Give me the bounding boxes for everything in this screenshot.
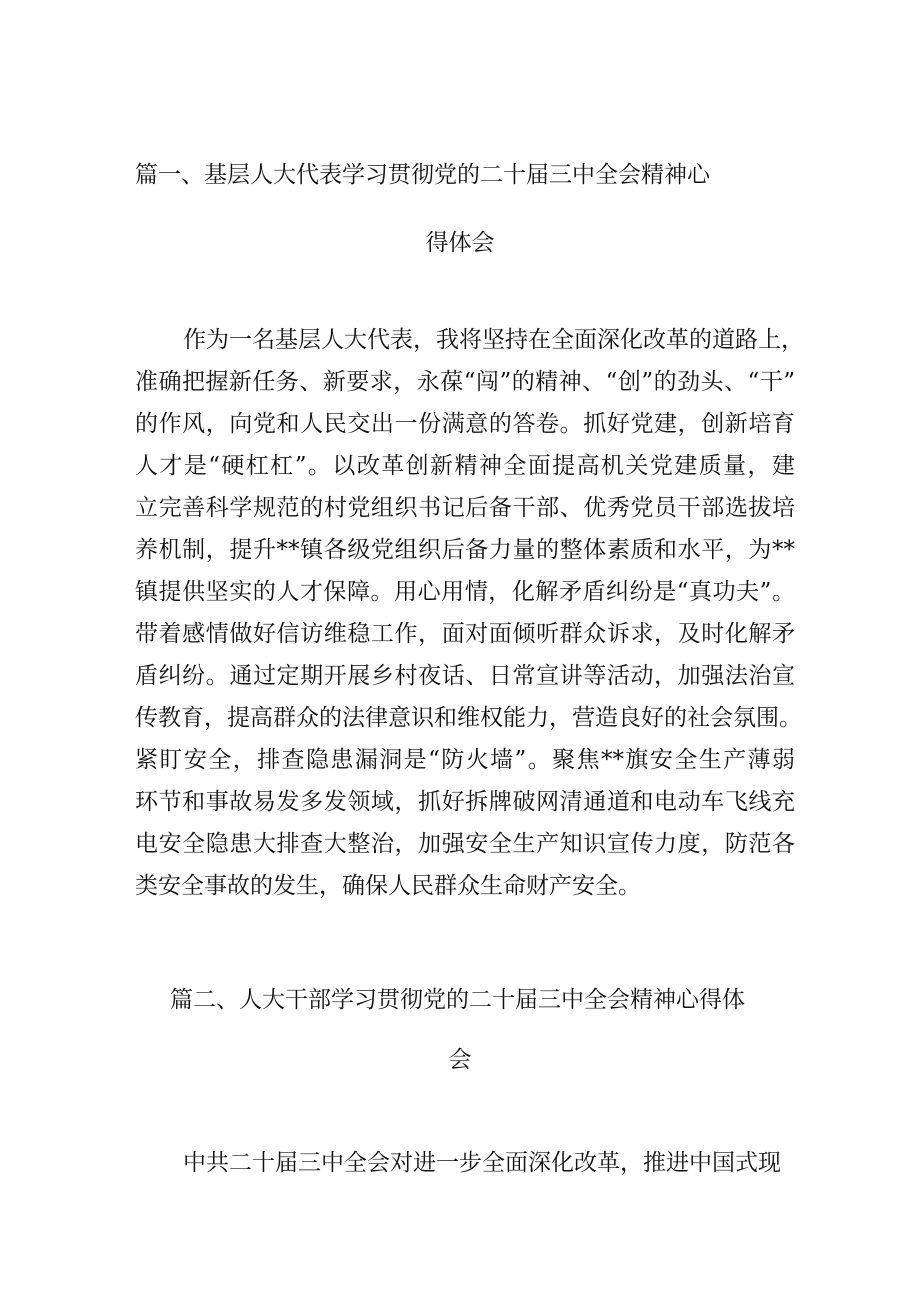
paragraph-line: 的作风，向党和人民交出一份满意的答卷。抓好党建，创新培育	[135, 411, 795, 437]
section1-title-line1: 篇一、基层人大代表学习贯彻党的二十届三中全会精神心	[135, 162, 710, 188]
paragraph-line: 中共二十届三中全会对进一步全面深化改革，推进中国式现	[183, 1150, 781, 1176]
paragraph-line: 镇提供坚实的人才保障。用心用情，化解矛盾纠纷是“真功夫”。	[135, 579, 795, 605]
paragraph-line: 人才是“硬杠杠”。以改革创新精神全面提高机关党建质量，建	[135, 453, 795, 479]
paragraph-line: 立完善科学规范的村党组织书记后备干部、优秀党员干部选拔培	[135, 495, 795, 521]
paragraph-line: 盾纠纷。通过定期开展乡村夜话、日常宣讲等活动，加强法治宣	[135, 663, 795, 689]
paragraph-line: 紧盯安全，排查隐患漏洞是“防火墙”。聚焦**旗安全生产薄弱	[135, 747, 795, 773]
paragraph-line: 养机制，提升**镇各级党组织后备力量的整体素质和水平，为**	[135, 537, 795, 563]
paragraph-line: 环节和事故易发多发领域，抓好拆牌破网清通道和电动车飞线充	[135, 789, 795, 815]
section2-title-line1: 篇二、人大干部学习贯彻党的二十届三中全会精神心得体	[170, 987, 745, 1013]
paragraph-line: 准确把握新任务、新要求，永葆“闯”的精神、“创”的劲头、“干”	[135, 369, 795, 395]
section1-title-line2: 得体会	[425, 230, 495, 256]
paragraph-line: 类安全事故的发生，确保人民群众生命财产安全。	[135, 873, 641, 899]
paragraph-line: 电安全隐患大排查大整治，加强安全生产知识宣传力度，防范各	[135, 831, 795, 857]
paragraph-line: 带着感情做好信访维稳工作，面对面倾听群众诉求，及时化解矛	[135, 621, 795, 647]
paragraph-line: 传教育，提高群众的法律意识和维权能力，营造良好的社会氛围。	[135, 705, 802, 731]
paragraph-line: 作为一名基层人大代表，我将坚持在全面深化改革的道路上，	[183, 327, 804, 353]
section2-title-line2: 会	[448, 1047, 472, 1073]
